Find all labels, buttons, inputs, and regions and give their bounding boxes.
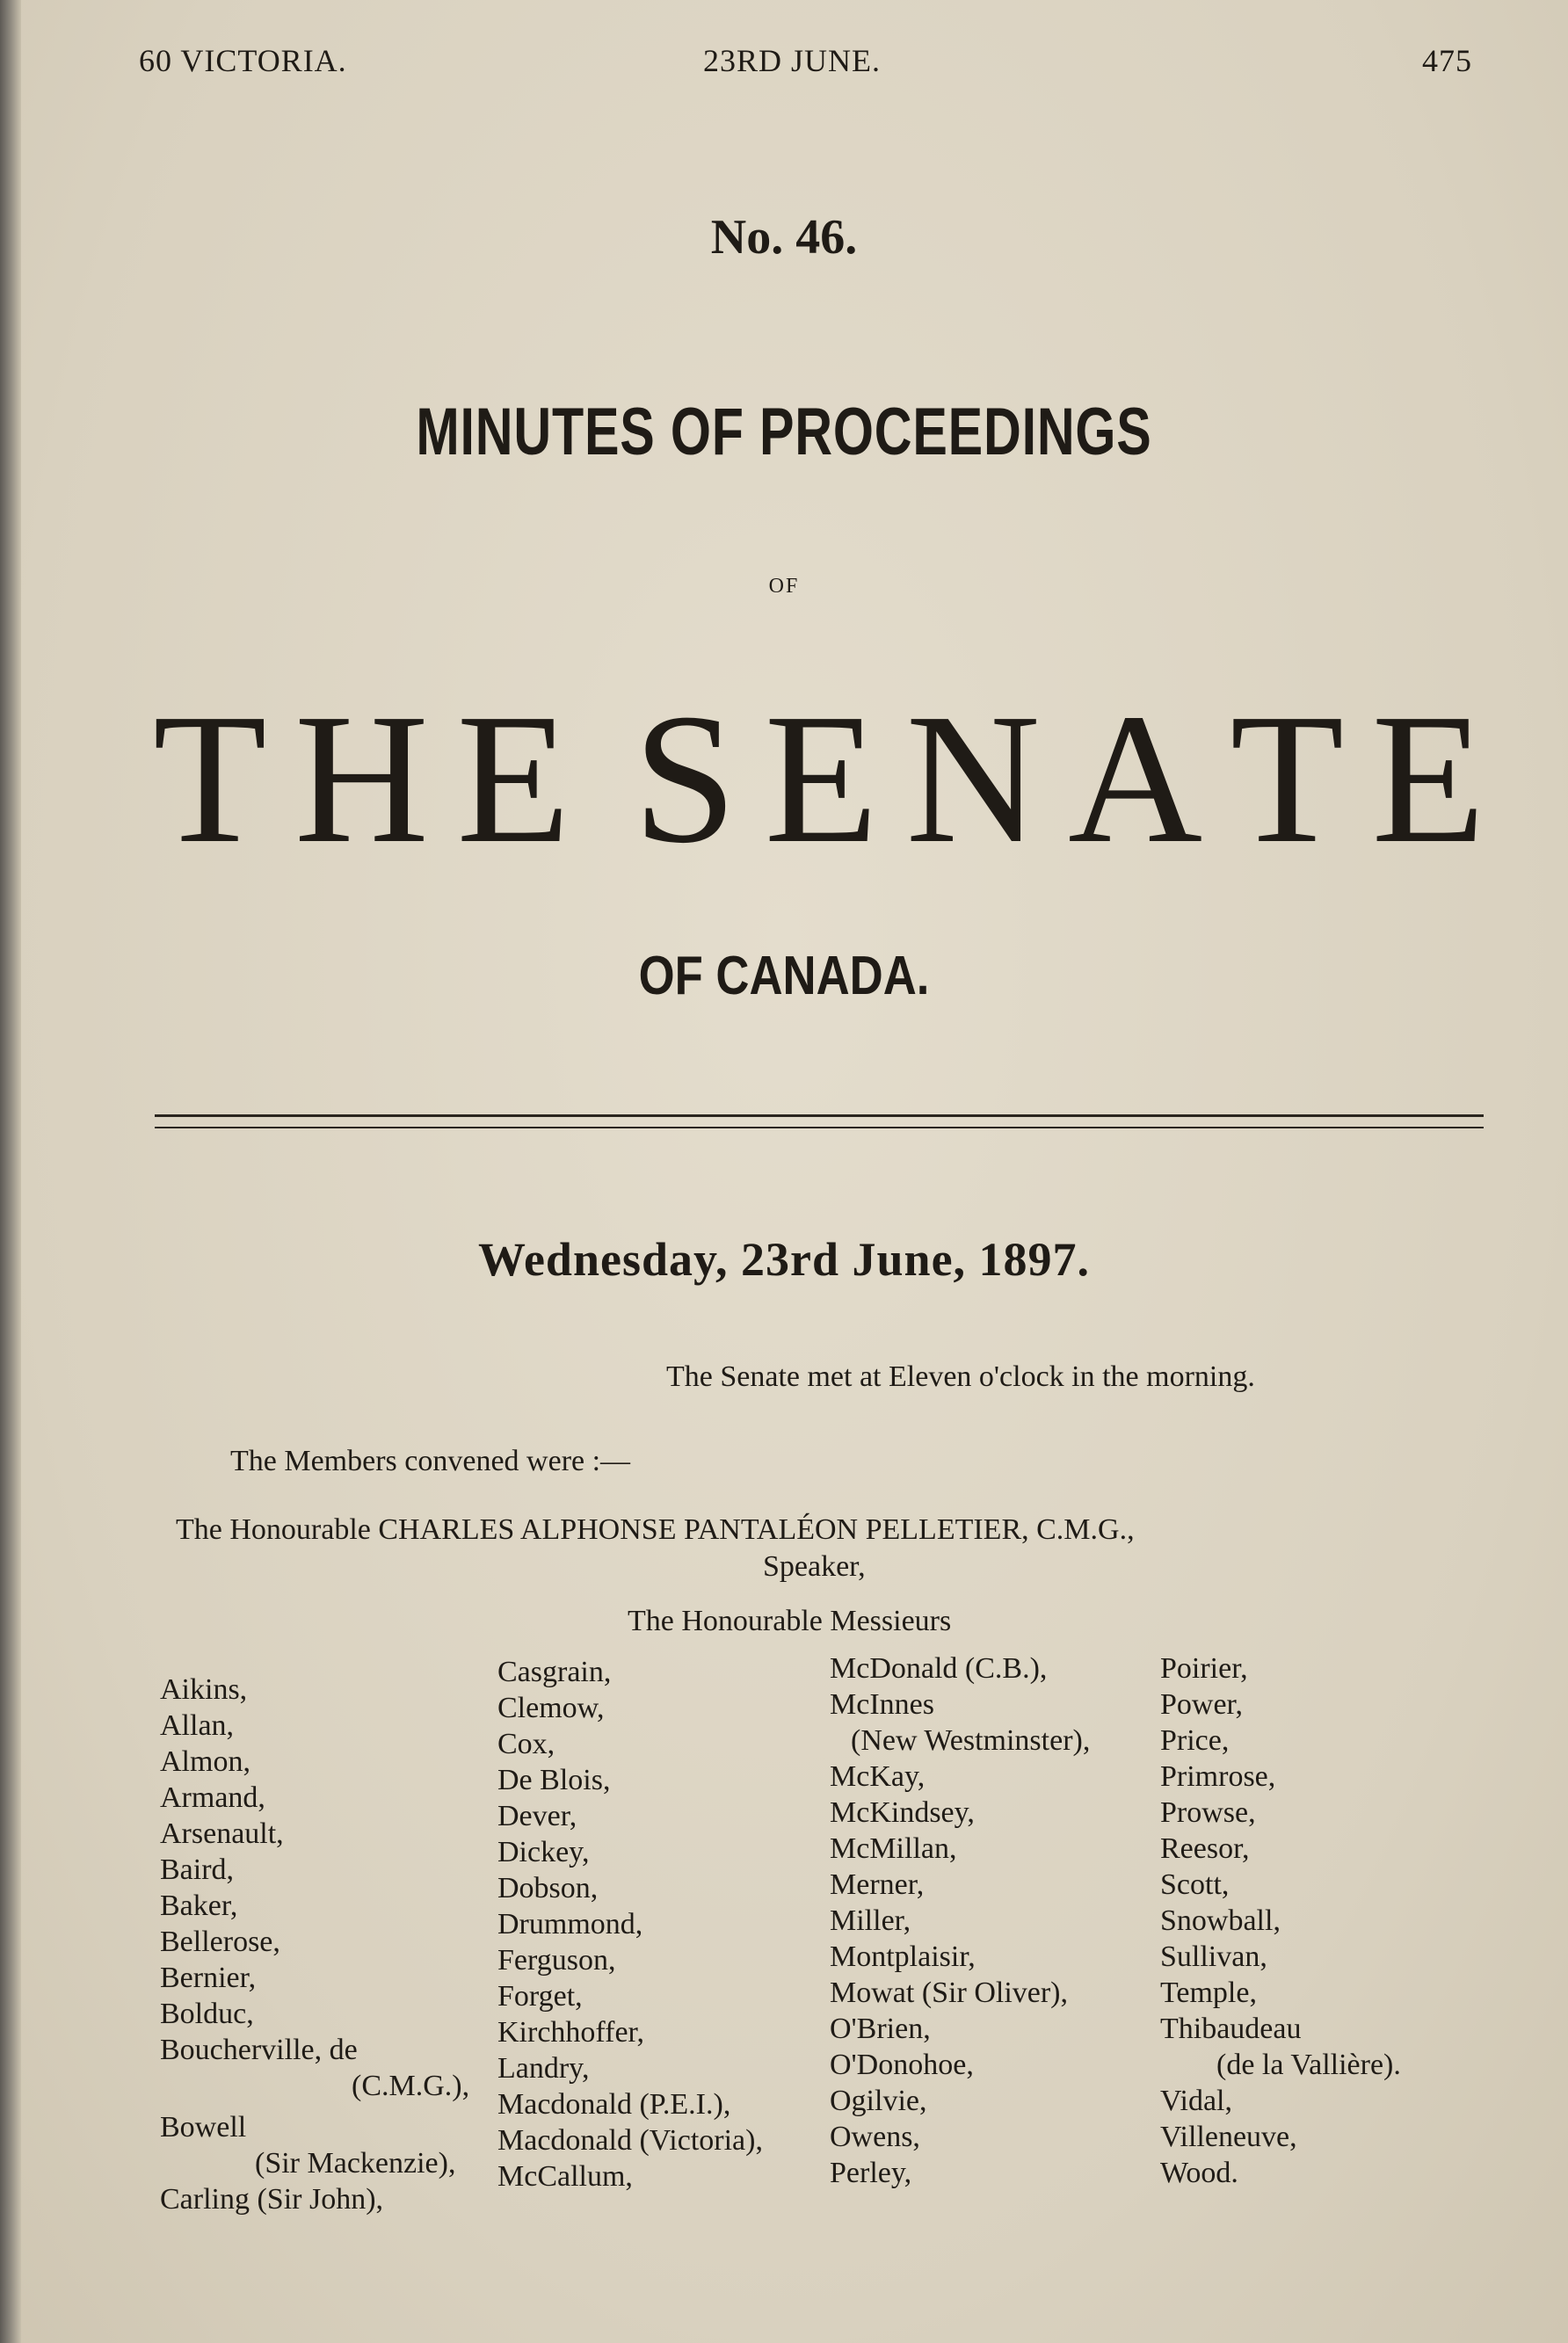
member-name: McInnes: [830, 1688, 934, 1721]
speaker-title: Speaker,: [763, 1550, 866, 1583]
member-name: Scott,: [1160, 1868, 1230, 1901]
member-name-continuation: (New Westminster),: [851, 1724, 1091, 1757]
member-name: Bernier,: [160, 1962, 257, 1994]
member-name: Carling (Sir John),: [160, 2183, 384, 2216]
member-name: McKay,: [830, 1760, 926, 1793]
of-small: OF: [768, 575, 800, 598]
member-name: Boucherville, de: [160, 2034, 358, 2066]
book-binding-edge: [0, 0, 21, 2343]
member-name: Temple,: [1160, 1977, 1257, 2009]
member-name: Ogilvie,: [830, 2085, 927, 2117]
member-name: Bowell: [160, 2111, 247, 2144]
header-left: 60 VICTORIA.: [139, 43, 347, 78]
member-name: Armand,: [160, 1781, 265, 1814]
member-name: McMillan,: [830, 1832, 957, 1865]
member-name: Clemow,: [497, 1692, 605, 1724]
member-name: McDonald (C.B.),: [830, 1652, 1048, 1685]
senate-letter: E: [1371, 675, 1485, 881]
members-column-4: [1160, 1654, 1401, 2191]
member-name: Bellerose,: [160, 1926, 280, 1958]
members-column-3: [830, 1654, 1090, 2191]
member-name: De Blois,: [497, 1764, 611, 1796]
members-column-2: [497, 1654, 763, 2194]
member-name: O'Brien,: [830, 2013, 931, 2045]
member-name: Poirier,: [1160, 1652, 1248, 1685]
senate-letter: T: [1230, 675, 1345, 881]
member-name: Casgrain,: [497, 1656, 612, 1688]
member-name: Perley,: [830, 2157, 912, 2189]
member-name: Baker,: [160, 1890, 238, 1922]
senate-letter: E: [764, 675, 879, 881]
convened-line: The Members convened were :—: [230, 1445, 631, 1477]
senate-letter: H: [294, 675, 430, 881]
member-name-continuation: (C.M.G.),: [352, 2070, 470, 2102]
member-name: Prowse,: [1160, 1796, 1256, 1829]
senate-letter: A: [1068, 675, 1203, 881]
senate-letter: E: [456, 675, 570, 881]
speaker-line: The Honourable CHARLES ALPHONSE PANTALÉON PELLETIER, C.M.G.,: [176, 1513, 1135, 1546]
member-name: Landry,: [497, 2052, 590, 2085]
member-name: Kirchhoffer,: [497, 2016, 644, 2049]
member-name: Primrose,: [1160, 1760, 1276, 1793]
member-name: Dickey,: [497, 1836, 590, 1868]
of-canada: OF CANADA.: [638, 946, 930, 1006]
member-name: Mowat (Sir Oliver),: [830, 1977, 1069, 2009]
senate-letter: N: [905, 675, 1041, 881]
session-date: Wednesday, 23rd June, 1897.: [477, 1233, 1091, 1286]
member-name-continuation: (Sir Mackenzie),: [255, 2147, 456, 2180]
member-name: Ferguson,: [497, 1944, 616, 1977]
member-name: Macdonald (Victoria),: [497, 2124, 763, 2157]
member-name: Dever,: [497, 1800, 577, 1832]
member-name: Thibaudeau: [1160, 2013, 1302, 2045]
member-name: Macdonald (P.E.I.),: [497, 2088, 731, 2121]
member-name: Montplaisir,: [830, 1940, 976, 1973]
member-name: Owens,: [830, 2121, 920, 2153]
minutes-title: MINUTES OF PROCEEDINGS: [416, 395, 1152, 469]
member-name: Wood.: [1160, 2157, 1238, 2189]
member-name: Price,: [1160, 1724, 1230, 1757]
senate-letter: S: [633, 675, 737, 881]
member-name-continuation: (de la Vallière).: [1216, 2049, 1401, 2081]
member-name: Almon,: [160, 1745, 250, 1778]
member-name: Baird,: [160, 1853, 235, 1886]
member-name: McCallum,: [497, 2160, 633, 2193]
member-name: Reesor,: [1160, 1832, 1250, 1865]
page-number: 475: [1422, 43, 1472, 78]
member-name: Miller,: [830, 1904, 911, 1937]
met-line: The Senate met at Eleven o'clock in the morning.: [666, 1360, 1255, 1393]
member-name: Villeneuve,: [1160, 2121, 1297, 2153]
member-name: Snowball,: [1160, 1904, 1281, 1937]
member-name: Sullivan,: [1160, 1940, 1267, 1973]
divider-rule-top: [155, 1114, 1484, 1117]
messieurs-line: The Honourable Messieurs: [628, 1605, 952, 1637]
member-name: Aikins,: [160, 1673, 248, 1706]
members-column-1: [160, 1654, 469, 2217]
header-center: 23RD JUNE.: [703, 43, 882, 78]
senate-letter: T: [153, 675, 267, 881]
member-name: Dobson,: [497, 1872, 599, 1904]
member-name: McKindsey,: [830, 1796, 975, 1829]
member-name: Cox,: [497, 1728, 555, 1760]
issue-number: No. 46.: [710, 210, 858, 265]
member-name: Vidal,: [1160, 2085, 1232, 2117]
member-name: Drummond,: [497, 1908, 643, 1940]
member-name: Arsenault,: [160, 1817, 284, 1850]
senate-title: [153, 675, 1485, 881]
member-name: Allan,: [160, 1709, 235, 1742]
member-name: Power,: [1160, 1688, 1244, 1721]
member-name: Merner,: [830, 1868, 925, 1901]
member-name: Forget,: [497, 1980, 583, 2013]
member-name: Bolduc,: [160, 1998, 254, 2030]
divider-rule-bottom: [155, 1127, 1484, 1128]
member-name: O'Donohoe,: [830, 2049, 974, 2081]
